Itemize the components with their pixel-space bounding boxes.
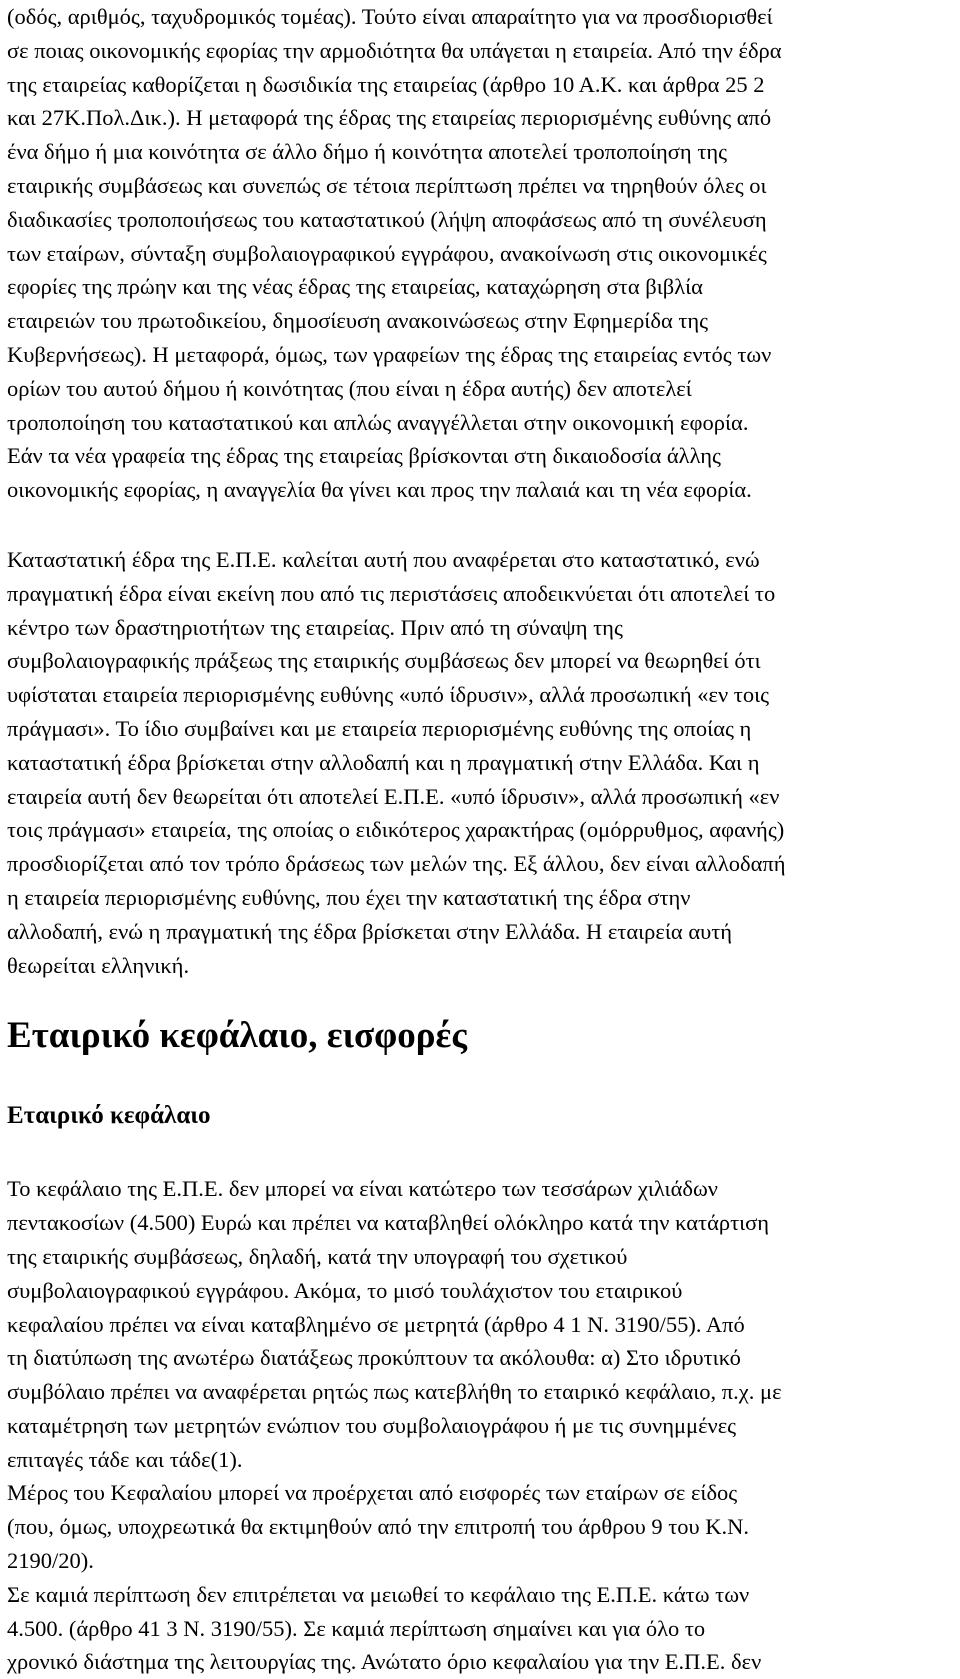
section-heading: Εταιρικό κεφάλαιο, εισφορές bbox=[7, 1015, 467, 1057]
text-line: 2190/20). bbox=[7, 1548, 94, 1574]
paragraph-registered-office-transfer bbox=[7, 0, 957, 507]
text-line: εταιρειών του πρωτοδικείου, δημοσίευση ανακοινώσεως στην Εφημερίδα της bbox=[7, 308, 709, 334]
text-line: Εάν τα νέα γραφεία της έδρας της εταιρείας βρίσκονται στη δικαιοδοσία άλλης bbox=[7, 443, 721, 469]
text-line: (που, όμως, υποχρεωτικά θα εκτιμηθούν από την επιτροπή του άρθρου 9 του Κ.Ν. bbox=[7, 1514, 750, 1540]
text-line: ένα δήμο ή μια κοινότητα σε άλλο δήμο ή κοινότητα αποτελεί τροποποίηση της bbox=[7, 139, 728, 165]
text-line: Καταστατική έδρα της Ε.Π.Ε. καλείται αυτή που αναφέρεται στο καταστατικό, ενώ bbox=[7, 546, 760, 572]
text-line: ορίων του αυτού δήμου ή κοινότητας (που είναι η έδρα αυτής) δεν αποτελεί bbox=[7, 375, 692, 401]
paragraph-spacer bbox=[7, 1132, 957, 1172]
text-line: καταμέτρηση των μετρητών ενώπιον του συμβολαιογράφου ή με τις συνημμένες bbox=[7, 1412, 737, 1438]
text-line: Το κεφάλαιο της Ε.Π.Ε. δεν μπορεί να είναι κατώτερο των τεσσάρων χιλιάδων bbox=[7, 1176, 718, 1202]
text-line: 4.500. (άρθρο 41 3 Ν. 3190/55). Σε καμιά περίπτωση σημαίνει και για όλο το bbox=[7, 1615, 706, 1641]
text-line: συμβόλαιο πρέπει να αναφέρεται ρητώς πως κατεβλήθη το εταιρικό κεφάλαιο, π.χ. με bbox=[7, 1379, 782, 1405]
text-line: η εταιρεία περιορισμένης ευθύνης, που έχει την καταστατική της έδρα στην bbox=[7, 884, 691, 910]
text-line: εταιρικής συμβάσεως και συνεπώς σε τέτοια περίπτωση πρέπει να τηρηθούν όλες οι bbox=[7, 172, 767, 198]
subsection-heading: Εταιρικό κεφάλαιο bbox=[7, 1102, 211, 1130]
text-line: της εταιρικής συμβάσεως, δηλαδή, κατά την υπογραφή του σχετικού bbox=[7, 1243, 628, 1269]
text-line: πράγμασι». Το ίδιο συμβαίνει και με εταιρεία περιορισμένης ευθύνης της οποίας η bbox=[7, 715, 752, 741]
text-line: (οδός, αριθμός, ταχυδρομικός τομέας). Τούτο είναι απαραίτητο για να προσδιορισθεί bbox=[7, 4, 773, 29]
text-line: Μέρος του Κεφαλαίου μπορεί να προέρχεται από εισφορές των εταίρων σε είδος bbox=[7, 1480, 738, 1506]
text-line: πραγματική έδρα είναι εκείνη που από τις περιστάσεις αποδεικνύεται ότι αποτελεί το bbox=[7, 580, 776, 606]
paragraph-statutory-seat bbox=[7, 543, 957, 982]
text-line: και 27Κ.Πολ.Δικ.). Η μεταφορά της έδρας της εταιρείας περιορισμένης ευθύνης από bbox=[7, 105, 772, 131]
text-line: διαδικασίες τροποποιήσεως του καταστατικού (λήψη αποφάσεως από τη συνέλευση bbox=[7, 206, 767, 232]
text-line: Σε καμιά περίπτωση δεν επιτρέπεται να μειωθεί το κεφάλαιο της Ε.Π.Ε. κάτω των bbox=[7, 1581, 750, 1607]
text-line: προσδιορίζεται από τον τρόπο δράσεως των μελών της. Εξ άλλου, δεν είναι αλλοδαπή bbox=[7, 851, 786, 877]
text-line: των εταίρων, σύνταξη συμβολαιογραφικού εγγράφου, ανακοίνωση στις οικονομικές bbox=[7, 240, 767, 266]
text-line: τη διατύπωση της ανωτέρω διατάξεως προκύπτουν τα ακόλουθα: α) Στο ιδρυτικό bbox=[7, 1345, 741, 1371]
text-line: αλλοδαπή, ενώ η πραγματική της έδρα βρίσκεται στην Ελλάδα. Η εταιρεία αυτή bbox=[7, 918, 733, 944]
text-line: συμβολαιογραφικής πράξεως της εταιρικής συμβάσεως δεν μπορεί να θεωρηθεί ότι bbox=[7, 648, 761, 674]
text-line: κεφαλαίου πρέπει να είναι καταβλημένο σε μετρητά (άρθρο 4 1 Ν. 3190/55). Από bbox=[7, 1311, 745, 1337]
text-line: σε ποιας οικονομικής εφορίας την αρμοδιότητα θα υπάγεται η εταιρεία. Από την έδρα bbox=[7, 37, 782, 63]
text-line: εφορίες της πρώην και της νέας έδρας της εταιρείας, καταχώρηση στα βιβλία bbox=[7, 274, 703, 300]
text-line: καταστατική έδρα βρίσκεται στην αλλοδαπή και η πραγματική στην Ελλάδα. Και η bbox=[7, 749, 760, 775]
paragraph-company-capital bbox=[7, 1172, 957, 1679]
document-page bbox=[7, 0, 957, 1679]
text-line: Κυβερνήσεως). Η μεταφορά, όμως, των γραφείων της έδρας της εταιρείας εντός των bbox=[7, 341, 772, 367]
text-line: της εταιρείας καθορίζεται η δωσιδικία της εταιρείας (άρθρο 10 Α.Κ. και άρθρα 25 2 bbox=[7, 71, 765, 97]
text-line: υφίσταται εταιρεία περιορισμένης ευθύνης «υπό ίδρυσιν», αλλά προσωπική «εν τοις bbox=[7, 682, 770, 708]
text-line: οικονομικής εφορίας, η αναγγελία θα γίνει και προς την παλαιά και τη νέα εφορία. bbox=[7, 477, 752, 503]
paragraph-spacer bbox=[7, 507, 957, 543]
text-line: τροποποίηση του καταστατικού και απλώς αναγγέλλεται στην οικονομική εφορία. bbox=[7, 409, 749, 435]
text-line: πεντακοσίων (4.500) Ευρώ και πρέπει να καταβληθεί ολόκληρο κατά την κατάρτιση bbox=[7, 1210, 770, 1236]
text-line: εταιρεία αυτή δεν θεωρείται ότι αποτελεί Ε.Π.Ε. «υπό ίδρυσιν», αλλά προσωπική «εν bbox=[7, 783, 780, 809]
text-line: θεωρείται ελληνική. bbox=[7, 952, 190, 978]
text-line: κέντρο των δραστηριοτήτων της εταιρείας. Πριν από τη σύναψη της bbox=[7, 614, 623, 640]
text-line: χρονικό διάστημα της λειτουργίας της. Ανώτατο όριο κεφαλαίου για την Ε.Π.Ε. δεν bbox=[7, 1649, 762, 1675]
text-line: επιταγές τάδε και τάδε(1). bbox=[7, 1446, 243, 1472]
text-line: τοις πράγμασι» εταιρεία, της οποίας ο ειδικότερος χαρακτήρας (ομόρρυθμος, αφανής) bbox=[7, 817, 785, 843]
text-line: συμβολαιογραφικού εγγράφου. Ακόμα, το μισό τουλάχιστον του εταιρικού bbox=[7, 1277, 683, 1303]
